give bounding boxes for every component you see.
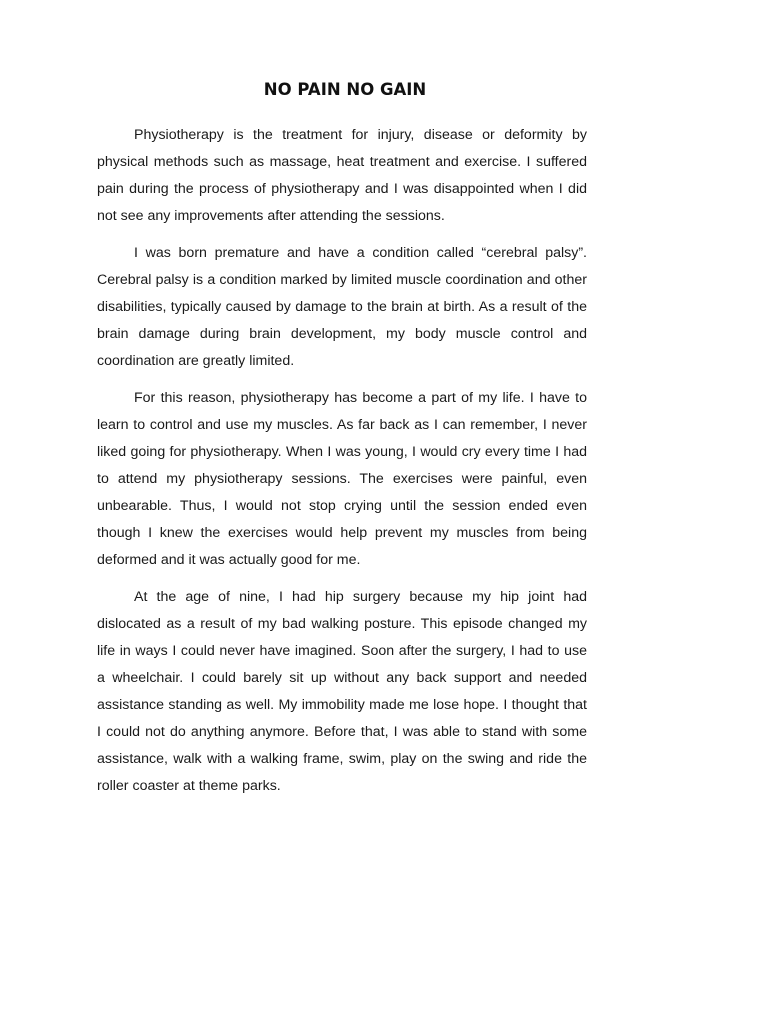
document-title: NO PAIN NO GAIN: [263, 80, 427, 99]
paragraph-4: At the age of nine, I had hip surgery because my hip joint had dislocated as a result of my bad walking posture. This episode changed my life in ways I could never have imagined. Soon after the surgery, I had to use a wheelchair. I could barely sit up without any back support and needed assistance standing as well. My immobility made me lose hope. I thought that I could not do anything anymore. Before that, I was able to stand with some assistance, walk with a walking frame, swim, play on the swing and ride the roller coaster at theme parks.: [97, 589, 587, 794]
paragraph-1: Physiotherapy is the treatment for injury, disease or deformity by physical methods such as massage, heat treatment and exercise. I suffered pain during the process of physiotherapy and I was disappointed when I did not see any improvements after attending the sessions.: [97, 127, 587, 224]
paragraph-2: I was born premature and have a condition called “cerebral palsy”. Cerebral palsy is a condition marked by limited muscle coordination and other disabilities, typically caused by damage to the brain at birth. As a result of the brain damage during brain development, my body muscle control and coordination are greatly limited.: [97, 245, 587, 369]
paragraph-3: For this reason, physiotherapy has become a part of my life. I have to learn to control and use my muscles. As far back as I can remember, I never liked going for physiotherapy. When I was young, I would cry every time I had to attend my physiotherapy sessions. The exercises were painful, even unbearable. Thus, I would not stop crying until the session ended even though I knew the exercises would help prevent my muscles from being deformed and it was actually good for me.: [97, 390, 587, 568]
document-body: [97, 122, 587, 810]
